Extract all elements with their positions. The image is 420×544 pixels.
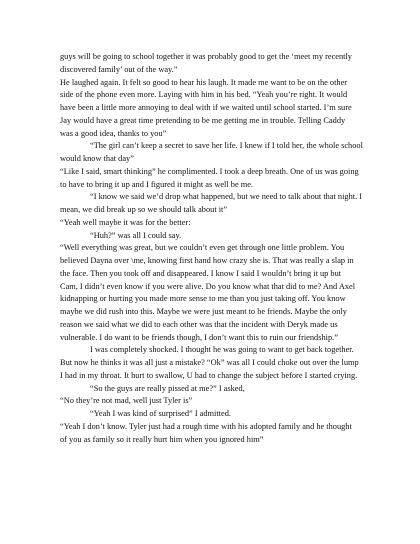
text-line: would know that day” — [60, 154, 134, 163]
text-line: of you as family so it really hurt him when you ignored him” — [60, 434, 264, 444]
text-line: “I know we said we’d drop what happened, but we need to talk about that night. I — [90, 192, 363, 202]
text-line: reason we said what we did to each other was that the incident with Deryk made us — [60, 319, 338, 329]
text-line: I had in my throat. It hurt to swallow, U had to change the subject before I started crying. — [60, 370, 358, 380]
text-line: Cam, I didn’t even know if you were alive. Do you know what that did to me? And Axel — [60, 281, 356, 291]
text-line: discovered family’ out of the way.” — [60, 64, 178, 74]
text-line: to have to bring it up and I figured it might as well be me. — [60, 179, 254, 189]
text-line: kidnapping or hurting you made more sense to me than you just taking off. You know — [60, 294, 346, 304]
text-line: “Well everything was great, but we couldn’t even get through one little problem. You — [60, 243, 345, 253]
text-line: maybe we did rush into this. Maybe we were just meant to be friends. Maybe the only — [60, 307, 347, 316]
text-line: “No they’re not mad, well just Tyler is” — [60, 396, 193, 406]
text-line: I was completely shocked. I thought he was going to want to get back together. — [90, 345, 354, 355]
text-line: Jay would have a great time pretending to be me getting me in trouble. Telling Caddy — [60, 115, 346, 125]
text-line: “Like I said, smart thinking” he complimented. I took a deep breath. One of us was going — [60, 166, 359, 176]
text-line: believed Dayna over \me, knowing first hand how crazy she is. That was really a slap in — [60, 256, 354, 265]
text-line: But now he thinks it was all just a mistake? “Ok” was all I could choke out over the lump — [60, 358, 359, 367]
text-line: was a good idea, thanks to you” — [60, 128, 167, 138]
text-line: mean, we did break up so we should talk about it” — [60, 205, 228, 214]
text-line: “The girl can’t keep a secret to save her life. I knew if I told her, the whole school — [90, 141, 363, 151]
document-page — [60, 51, 378, 446]
text-line: He laughed again. It felt so good to hear his laugh. It made me want to be on the other — [60, 77, 348, 87]
text-line: the face. Then you took off and disappeared. I know I said I wouldn’t bring it up but — [60, 268, 342, 278]
text-line: “Yeah well maybe it was for the better: — [60, 217, 191, 227]
text-line: have been a little more annoying to deal with if we waited until school started. I’m sure — [60, 103, 352, 112]
text-line: “Yeah I don’t know. Tyler just had a rough time with his adopted family and he thought — [60, 421, 352, 431]
text-line: vulnerable. I do want to be friends though, I don’t want this to ruin our friendship.” — [60, 332, 338, 342]
text-line: “Huh?” was all I could say. — [90, 230, 182, 240]
text-line: guys will be going to school together it was probably good to get the ‘meet my recently — [60, 52, 352, 61]
text-line: side of the phone even more. Laying with him in his bed. “Yeah you’re right. It would — [60, 90, 348, 100]
text-line: “So the guys are really pissed at me?” I asked, — [90, 383, 245, 393]
text-line: “Yeah I was kind of surprised” I admitted. — [90, 409, 231, 418]
